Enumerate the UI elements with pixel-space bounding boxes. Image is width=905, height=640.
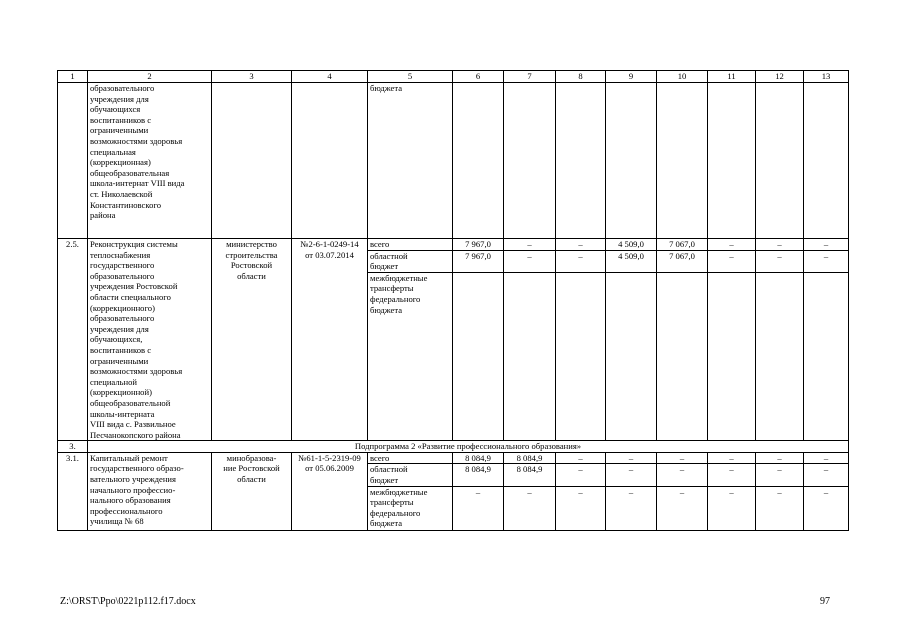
value-cell <box>804 272 849 440</box>
value-cell <box>606 83 657 239</box>
value-cell: – <box>756 486 804 530</box>
value-cell: – <box>504 250 556 272</box>
value-cell <box>556 83 606 239</box>
value-cell: – <box>756 452 804 464</box>
value-cell <box>756 272 804 440</box>
value-cell: – <box>556 452 606 464</box>
header-cell: 7 <box>504 71 556 83</box>
value-cell <box>556 272 606 440</box>
row-number: 3. <box>58 441 88 453</box>
value-cell: – <box>606 464 657 486</box>
document: №61-1-5-2319-09 от 05.06.2009 <box>292 452 368 530</box>
value-cell: – <box>756 239 804 251</box>
funding-source: областной бюджет <box>368 250 453 272</box>
value-cell: 7 067,0 <box>657 239 708 251</box>
value-cell: – <box>504 239 556 251</box>
value-cell: – <box>804 486 849 530</box>
value-cell: – <box>804 464 849 486</box>
header-cell: 4 <box>292 71 368 83</box>
value-cell: – <box>504 486 556 530</box>
header-cell: 10 <box>657 71 708 83</box>
header-cell: 9 <box>606 71 657 83</box>
value-cell: – <box>556 464 606 486</box>
funding-source: межбюджетные трансферты федерального бюджета <box>368 486 453 530</box>
value-cell <box>756 83 804 239</box>
value-cell <box>657 83 708 239</box>
funding-source: всего <box>368 239 453 251</box>
value-cell: 8 084,9 <box>453 452 504 464</box>
row-number: 2.5. <box>58 239 88 441</box>
object-name: Реконструкция системы теплоснабжения государственного образовательного учреждения Ростовской области специального (коррекционного) образовательного учреждения для обучающихся, воспитанников с ограниченными возможностями здоровья специальной (коррекционной) общеобразовательной школы-интерната VIII вида с. Развильное Песчанокопского района <box>88 239 212 441</box>
funding-source: всего <box>368 452 453 464</box>
value-cell: – <box>804 452 849 464</box>
value-cell: – <box>708 486 756 530</box>
value-cell: – <box>556 486 606 530</box>
document: №2-6-1-0249-14 от 03.07.2014 <box>292 239 368 441</box>
value-cell: – <box>708 239 756 251</box>
table-row <box>58 239 849 251</box>
row-number <box>58 83 88 239</box>
header-cell: 3 <box>212 71 292 83</box>
header-row <box>58 71 849 83</box>
value-cell: – <box>804 239 849 251</box>
value-cell: 7 967,0 <box>453 250 504 272</box>
value-cell: 4 509,0 <box>606 250 657 272</box>
value-cell: – <box>804 250 849 272</box>
value-cell: – <box>453 486 504 530</box>
value-cell <box>606 272 657 440</box>
funding-source: межбюджетные трансферты федерального бюджета <box>368 272 453 440</box>
header-cell: 8 <box>556 71 606 83</box>
header-cell: 12 <box>756 71 804 83</box>
customer: министерство строительства Ростовской области <box>212 239 292 441</box>
value-cell <box>504 83 556 239</box>
customer: минобразова- ние Ростовской области <box>212 452 292 530</box>
object-name: Капитальный ремонт государственного образо- вательного учреждения начального профессио- нального образования профессионального училища № 68 <box>88 452 212 530</box>
value-cell: 7 067,0 <box>657 250 708 272</box>
value-cell: 8 084,9 <box>504 464 556 486</box>
customer <box>212 83 292 239</box>
value-cell: – <box>708 250 756 272</box>
table-row <box>58 441 849 453</box>
value-cell: – <box>708 452 756 464</box>
document <box>292 83 368 239</box>
value-cell: 7 967,0 <box>453 239 504 251</box>
header-cell: 13 <box>804 71 849 83</box>
row-number: 3.1. <box>58 452 88 530</box>
table-row <box>58 83 849 239</box>
value-cell: – <box>756 250 804 272</box>
value-cell <box>453 272 504 440</box>
object-name: образовательного учреждения для обучающихся воспитанников с ограниченными возможностями здоровья специальная (коррекционная) общеобразовательная школа-интернат VIII вида ст. Николаевской Константиновского района <box>88 83 212 239</box>
value-cell <box>708 83 756 239</box>
funding-source: областной бюджет <box>368 464 453 486</box>
page-number: 97 <box>820 596 830 607</box>
value-cell <box>657 272 708 440</box>
header-cell: 1 <box>58 71 88 83</box>
table-row <box>58 452 849 464</box>
value-cell <box>453 83 504 239</box>
header-cell: 6 <box>453 71 504 83</box>
value-cell: 4 509,0 <box>606 239 657 251</box>
value-cell: – <box>556 239 606 251</box>
header-cell: 5 <box>368 71 453 83</box>
value-cell: 8 084,9 <box>453 464 504 486</box>
data-table <box>57 70 849 531</box>
value-cell: – <box>657 486 708 530</box>
value-cell: – <box>708 464 756 486</box>
subprogram-title: Подпрограмма 2 «Развитие профессионального образования» <box>88 441 849 453</box>
funding-source: бюджета <box>368 83 453 239</box>
value-cell: – <box>606 452 657 464</box>
value-cell <box>504 272 556 440</box>
value-cell: 8 084,9 <box>504 452 556 464</box>
file-path: Z:\ORST\Ppo\0221p112.f17.docx <box>60 596 196 607</box>
header-cell: 2 <box>88 71 212 83</box>
value-cell <box>708 272 756 440</box>
value-cell: – <box>657 452 708 464</box>
value-cell: – <box>556 250 606 272</box>
value-cell <box>804 83 849 239</box>
header-cell: 11 <box>708 71 756 83</box>
value-cell: – <box>657 464 708 486</box>
value-cell: – <box>606 486 657 530</box>
value-cell: – <box>756 464 804 486</box>
